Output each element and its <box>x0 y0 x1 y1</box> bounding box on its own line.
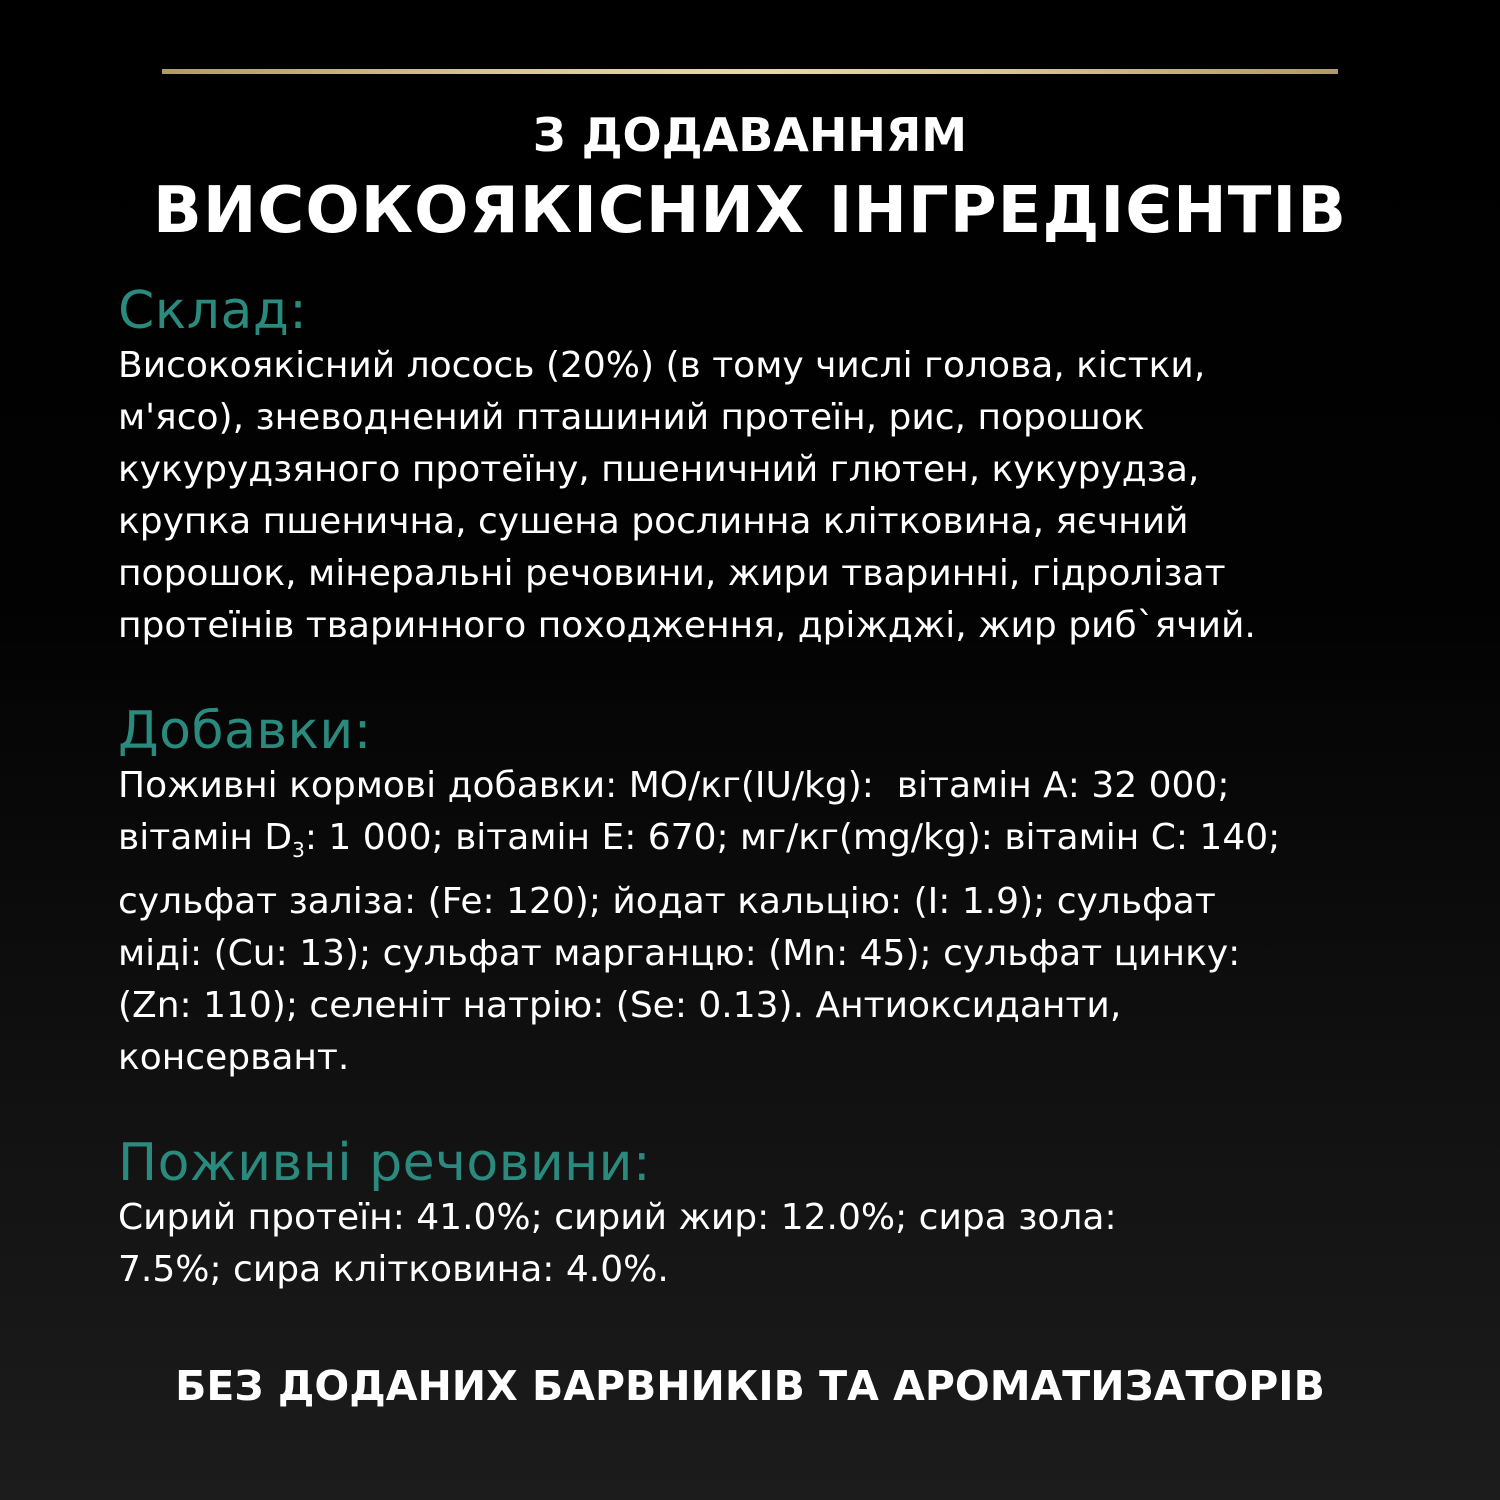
additives-line: міді: (Cu: 13); сульфат марганцю: (Mn: 45); сульфат цинку: <box>118 933 1241 975</box>
composition-line: кукурудзяного протеїну, пшеничний глютен, кукурудза, <box>118 449 1200 490</box>
nutrients-line: Сирий протеїн: 41.0%; сирий жир: 12.0%; сира зола: <box>118 1197 1117 1238</box>
nutrients-title: Поживні речовини: <box>118 1133 651 1193</box>
composition-title: Склад: <box>118 281 308 341</box>
composition-line: Високоякісний лосось (20%) (в тому числі голова, кістки, <box>118 345 1206 386</box>
footer-claim: БЕЗ ДОДАНИХ БАРВНИКІВ ТА АРОМАТИЗАТОРІВ <box>175 1362 1325 1410</box>
composition-section <box>118 282 1438 652</box>
nutrients-section <box>118 1134 1438 1296</box>
vitamin-d-label: вітамін D <box>118 817 293 858</box>
additives-section <box>118 702 1438 1084</box>
additives-line: сульфат заліза: (Fe: 120); йодат кальцію: (I: 1.9); сульфат <box>118 881 1216 923</box>
composition-line: крупка пшенична, сушена рослинна клітковина, яєчний <box>118 501 1189 542</box>
header-title: ВИСОКОЯКІСНИХ ІНГРЕДІЄНТІВ <box>153 174 1347 248</box>
additives-text <box>118 760 1438 1084</box>
nutrients-line: 7.5%; сира клітковина: 4.0%. <box>118 1249 669 1290</box>
additives-line-rest: : 1 000; вітамін Е: 670; мг/кг(mg/kg): вітамін С: 140; <box>304 817 1281 858</box>
composition-line: порошок, мінеральні речовини, жири тваринні, гідролізат <box>118 553 1226 594</box>
additives-title: Добавки: <box>118 701 372 761</box>
additives-line: консервант. <box>118 1037 350 1079</box>
additives-line: (Zn: 110); селеніт натрію: (Se: 0.13). Антиоксиданти, <box>118 985 1122 1027</box>
nutrients-text <box>118 1192 1438 1296</box>
gold-divider-line <box>162 69 1338 74</box>
header-subtitle: З ДОДАВАННЯМ <box>532 108 968 162</box>
vitamin-d-subscript: 3 <box>292 838 305 863</box>
composition-line: м'ясо), зневоднений пташиний протеїн, рис, порошок <box>118 397 1145 438</box>
header <box>0 104 1500 254</box>
composition-line: протеїнів тваринного походження, дріжджі, жир риб`ячий. <box>118 605 1256 646</box>
composition-text <box>118 340 1438 652</box>
additives-line: Поживні кормові добавки: МО/кг(IU/kg): вітамін А: 32 000; <box>118 765 1230 806</box>
additives-line <box>118 812 1438 876</box>
